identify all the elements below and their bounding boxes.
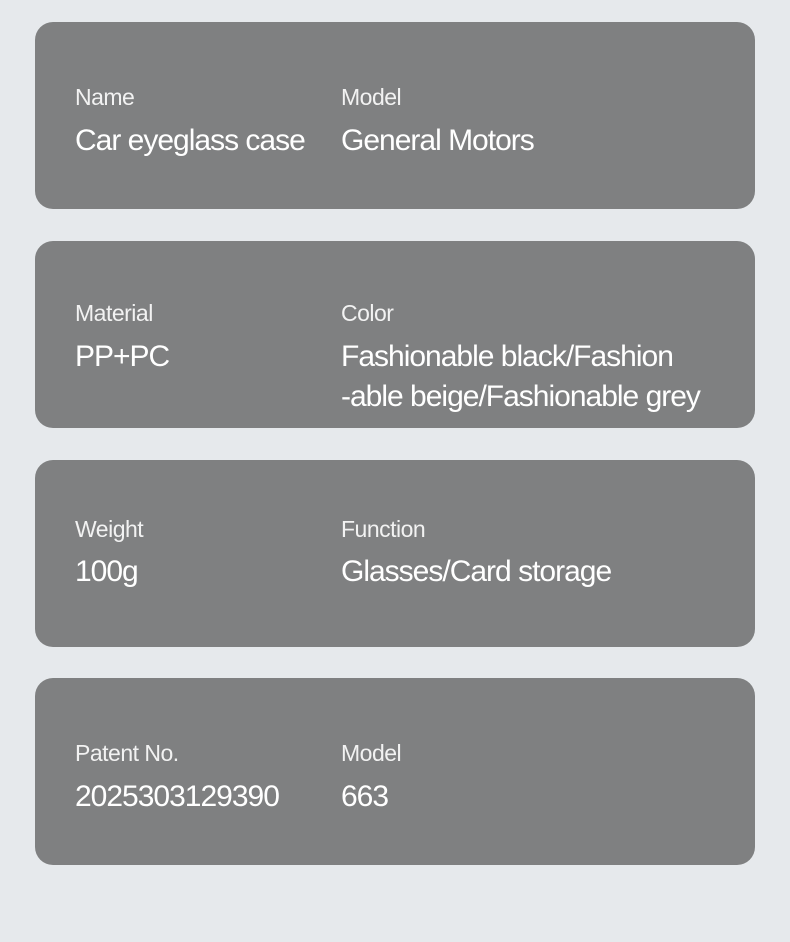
spec-card-name-model [35, 22, 755, 209]
spec-card-material-color [35, 241, 755, 428]
spec-value-weight: 100g [75, 555, 138, 588]
spec-label-name: Name [75, 84, 135, 110]
spec-card-patent-model [35, 678, 755, 865]
spec-label-function: Function [341, 516, 426, 542]
spec-label-color: Color [341, 300, 394, 326]
spec-label-weight: Weight [75, 516, 144, 542]
spec-card-weight-function [35, 460, 755, 647]
spec-label-model: Model [341, 84, 402, 110]
spec-value-model: General Motors [341, 124, 534, 157]
spec-value-material: PP+PC [75, 340, 170, 373]
spec-label-material: Material [75, 300, 153, 326]
spec-label-patent: Patent No. [75, 740, 179, 766]
spec-label-model-number: Model [341, 740, 402, 766]
spec-value-patent: 2025303129390 [75, 780, 279, 813]
spec-value-color: Fashionable black/Fashion -able beige/Fashionable grey [341, 340, 700, 413]
spec-value-function: Glasses/Card storage [341, 555, 612, 588]
spec-value-model-number: 663 [341, 780, 389, 813]
spec-value-name: Car eyeglass case [75, 124, 305, 157]
